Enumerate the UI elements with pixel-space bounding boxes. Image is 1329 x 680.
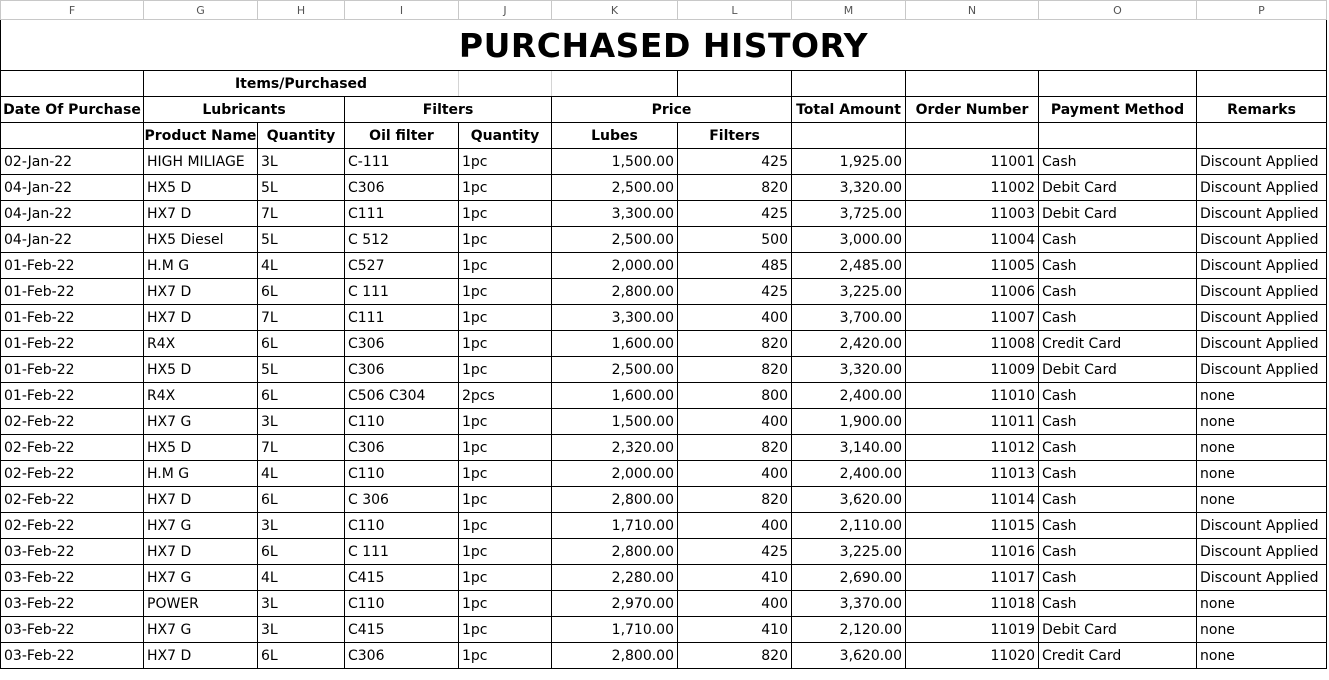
filters-price-cell[interactable]: 800 [678,383,792,409]
oil-filter-cell[interactable]: C 306 [345,487,459,513]
lubricants-header[interactable]: Lubricants [144,97,345,123]
lubricant-quantity-cell[interactable]: 5L [258,357,345,383]
remarks-cell[interactable]: Discount Applied [1197,513,1327,539]
filters-price-cell[interactable]: 820 [678,487,792,513]
filter-quantity-cell[interactable]: 2pcs [459,383,552,409]
table-row [1,591,1327,617]
oil-filter-cell[interactable]: C306 [345,435,459,461]
total-amount-cell[interactable]: 3,620.00 [792,487,906,513]
oil-filter-cell[interactable]: C 111 [345,279,459,305]
table-row [1,565,1327,591]
order-number-cell[interactable]: 11004 [906,227,1039,253]
payment-method-cell[interactable]: Cash [1039,253,1197,279]
payment-method-cell[interactable]: Debit Card [1039,201,1197,227]
date-cell[interactable]: 02-Feb-22 [1,487,144,513]
filter-quantity-cell[interactable]: 1pc [459,305,552,331]
order-number-cell[interactable]: 11003 [906,201,1039,227]
column-header[interactable]: I [345,1,459,20]
lubricant-quantity-cell[interactable]: 6L [258,487,345,513]
oil-filter-cell[interactable]: C527 [345,253,459,279]
filters-price-cell[interactable]: 400 [678,409,792,435]
filters-price-cell[interactable]: 820 [678,175,792,201]
column-header[interactable]: H [258,1,345,20]
filters-price-cell[interactable]: 400 [678,305,792,331]
date-cell[interactable]: 02-Feb-22 [1,513,144,539]
remarks-cell[interactable]: Discount Applied [1197,253,1327,279]
filter-quantity-cell[interactable]: 1pc [459,643,552,669]
order-number-cell[interactable]: 11017 [906,565,1039,591]
table-row [1,513,1327,539]
total-amount-header[interactable]: Total Amount [792,97,906,123]
cell[interactable] [459,71,552,97]
table-row [1,487,1327,513]
lubricant-quantity-cell[interactable]: 7L [258,201,345,227]
remarks-cell[interactable]: Discount Applied [1197,331,1327,357]
sub-header-row [1,123,1327,149]
total-amount-cell[interactable]: 3,225.00 [792,539,906,565]
order-number-cell[interactable]: 11018 [906,591,1039,617]
cell[interactable] [792,123,906,149]
product-name-cell[interactable]: HX7 D [144,539,258,565]
filters-price-cell[interactable]: 820 [678,331,792,357]
order-number-cell[interactable]: 11014 [906,487,1039,513]
payment-method-cell[interactable]: Debit Card [1039,175,1197,201]
oil-filter-cell[interactable]: C415 [345,565,459,591]
product-name-cell[interactable]: HX7 D [144,487,258,513]
header-row [1,97,1327,123]
price-header[interactable]: Price [552,97,792,123]
date-cell[interactable]: 03-Feb-22 [1,643,144,669]
filter-quantity-cell[interactable]: 1pc [459,279,552,305]
lubricant-quantity-cell[interactable]: 3L [258,409,345,435]
filter-quantity-cell[interactable]: 1pc [459,253,552,279]
filters-price-cell[interactable]: 425 [678,201,792,227]
filter-quantity-cell[interactable]: 1pc [459,565,552,591]
column-header[interactable]: P [1197,1,1327,20]
date-cell[interactable]: 04-Jan-22 [1,201,144,227]
lubricant-quantity-cell[interactable]: 7L [258,305,345,331]
product-name-cell[interactable]: HX7 D [144,201,258,227]
order-number-cell[interactable]: 11002 [906,175,1039,201]
table-row [1,409,1327,435]
lubes-price-cell[interactable]: 1,500.00 [552,409,678,435]
order-number-cell[interactable]: 11006 [906,279,1039,305]
total-amount-cell[interactable]: 3,225.00 [792,279,906,305]
remarks-cell[interactable]: none [1197,383,1327,409]
column-header[interactable]: O [1039,1,1197,20]
remarks-cell[interactable]: Discount Applied [1197,539,1327,565]
lubes-price-cell[interactable]: 1,710.00 [552,513,678,539]
date-cell[interactable]: 01-Feb-22 [1,383,144,409]
lubes-price-cell[interactable]: 1,600.00 [552,331,678,357]
total-amount-cell[interactable]: 3,700.00 [792,305,906,331]
cell[interactable] [1,123,144,149]
table-row [1,461,1327,487]
oil-filter-cell[interactable]: C111 [345,305,459,331]
cell[interactable] [906,123,1039,149]
filter-quantity-cell[interactable]: 1pc [459,409,552,435]
order-number-cell[interactable]: 11001 [906,149,1039,175]
cell[interactable] [1039,123,1197,149]
remarks-cell[interactable]: Discount Applied [1197,357,1327,383]
table-row [1,357,1327,383]
data-rows [1,149,1327,669]
payment-method-cell[interactable]: Cash [1039,279,1197,305]
lubes-price-cell[interactable]: 3,300.00 [552,201,678,227]
column-header[interactable]: F [1,1,144,20]
product-name-cell[interactable]: HIGH MILIAGE [144,149,258,175]
oil-filter-cell[interactable]: C 111 [345,539,459,565]
oil-filter-cell[interactable]: C306 [345,331,459,357]
lubricant-quantity-cell[interactable]: 4L [258,253,345,279]
payment-method-cell[interactable]: Cash [1039,305,1197,331]
payment-method-cell[interactable]: Cash [1039,409,1197,435]
lubes-price-cell[interactable]: 2,000.00 [552,253,678,279]
total-amount-cell[interactable]: 2,420.00 [792,331,906,357]
filters-price-cell[interactable]: 400 [678,513,792,539]
product-name-cell[interactable]: HX5 D [144,357,258,383]
filter-quantity-cell[interactable]: 1pc [459,331,552,357]
cell[interactable] [906,71,1039,97]
lubricant-quantity-cell[interactable]: 3L [258,513,345,539]
order-number-cell[interactable]: 11009 [906,357,1039,383]
remarks-cell[interactable]: Discount Applied [1197,227,1327,253]
oil-filter-cell[interactable]: C110 [345,461,459,487]
lubricant-quantity-cell[interactable]: 3L [258,617,345,643]
payment-method-cell[interactable]: Cash [1039,227,1197,253]
total-amount-cell[interactable]: 3,620.00 [792,643,906,669]
lubes-price-cell[interactable]: 2,000.00 [552,461,678,487]
total-amount-cell[interactable]: 2,400.00 [792,461,906,487]
remarks-cell[interactable]: none [1197,591,1327,617]
filter-quantity-cell[interactable]: 1pc [459,539,552,565]
payment-method-cell[interactable]: Credit Card [1039,331,1197,357]
remarks-cell[interactable]: none [1197,617,1327,643]
date-cell[interactable]: 04-Jan-22 [1,175,144,201]
cell[interactable] [1197,71,1327,97]
payment-method-cell[interactable]: Cash [1039,435,1197,461]
total-amount-cell[interactable]: 2,120.00 [792,617,906,643]
filter-quantity-cell[interactable]: 1pc [459,617,552,643]
total-amount-cell[interactable]: 2,485.00 [792,253,906,279]
column-header-row [1,1,1327,20]
lubricant-quantity-cell[interactable]: 6L [258,383,345,409]
filter-quantity-cell[interactable]: 1pc [459,149,552,175]
filters-price-cell[interactable]: 820 [678,643,792,669]
filters-price-cell[interactable]: 425 [678,539,792,565]
total-amount-cell[interactable]: 3,320.00 [792,357,906,383]
product-name-cell[interactable]: HX7 G [144,513,258,539]
payment-method-header[interactable]: Payment Method [1039,97,1197,123]
table-row [1,305,1327,331]
payment-method-cell[interactable]: Cash [1039,539,1197,565]
filters-price-header[interactable]: Filters [678,123,792,149]
payment-method-cell[interactable]: Cash [1039,461,1197,487]
date-cell[interactable]: 03-Feb-22 [1,617,144,643]
table-row [1,253,1327,279]
total-amount-cell[interactable]: 3,370.00 [792,591,906,617]
column-header[interactable]: G [144,1,258,20]
lubes-price-cell[interactable]: 2,500.00 [552,227,678,253]
remarks-cell[interactable]: none [1197,487,1327,513]
table-row [1,175,1327,201]
date-cell[interactable]: 02-Feb-22 [1,435,144,461]
payment-method-cell[interactable]: Cash [1039,487,1197,513]
product-name-cell[interactable]: H.M G [144,461,258,487]
lubes-price-cell[interactable]: 2,800.00 [552,487,678,513]
date-cell[interactable]: 03-Feb-22 [1,539,144,565]
column-header[interactable]: J [459,1,552,20]
filters-price-cell[interactable]: 400 [678,461,792,487]
table-row [1,149,1327,175]
payment-method-cell[interactable]: Credit Card [1039,643,1197,669]
product-name-cell[interactable]: HX7 G [144,565,258,591]
filters-price-cell[interactable]: 820 [678,357,792,383]
lubes-price-cell[interactable]: 3,300.00 [552,305,678,331]
filters-header[interactable]: Filters [345,97,552,123]
date-cell[interactable]: 03-Feb-22 [1,565,144,591]
order-number-cell[interactable]: 11020 [906,643,1039,669]
column-header[interactable]: K [552,1,678,20]
remarks-cell[interactable]: none [1197,435,1327,461]
lubricant-quantity-cell[interactable]: 3L [258,149,345,175]
date-cell[interactable]: 01-Feb-22 [1,357,144,383]
lubes-price-cell[interactable]: 1,600.00 [552,383,678,409]
product-name-cell[interactable]: HX7 D [144,305,258,331]
product-name-cell[interactable]: HX7 G [144,409,258,435]
total-amount-cell[interactable]: 1,925.00 [792,149,906,175]
total-amount-cell[interactable]: 3,000.00 [792,227,906,253]
lubes-price-cell[interactable]: 1,710.00 [552,617,678,643]
product-name-cell[interactable]: HX5 D [144,435,258,461]
lubricant-quantity-cell[interactable]: 5L [258,175,345,201]
order-number-cell[interactable]: 11008 [906,331,1039,357]
remarks-cell[interactable]: Discount Applied [1197,201,1327,227]
oil-filter-cell[interactable]: C110 [345,513,459,539]
lubricant-quantity-cell[interactable]: 7L [258,435,345,461]
filter-quantity-header[interactable]: Quantity [459,123,552,149]
remarks-cell[interactable]: Discount Applied [1197,279,1327,305]
remarks-cell[interactable]: Discount Applied [1197,149,1327,175]
lubes-price-cell[interactable]: 2,800.00 [552,279,678,305]
table-row [1,617,1327,643]
date-cell[interactable]: 03-Feb-22 [1,591,144,617]
filter-quantity-cell[interactable]: 1pc [459,357,552,383]
order-number-cell[interactable]: 11016 [906,539,1039,565]
filters-price-cell[interactable]: 425 [678,279,792,305]
remarks-cell[interactable]: none [1197,409,1327,435]
table-row [1,201,1327,227]
lubes-price-cell[interactable]: 2,970.00 [552,591,678,617]
table-row [1,539,1327,565]
product-name-cell[interactable]: HX7 D [144,279,258,305]
filters-price-cell[interactable]: 485 [678,253,792,279]
filters-price-cell[interactable]: 410 [678,617,792,643]
payment-method-cell[interactable]: Cash [1039,383,1197,409]
payment-method-cell[interactable]: Cash [1039,565,1197,591]
table-row [1,643,1327,669]
filters-price-cell[interactable]: 425 [678,149,792,175]
table-row [1,227,1327,253]
oil-filter-cell[interactable]: C-111 [345,149,459,175]
lubes-price-cell[interactable]: 2,320.00 [552,435,678,461]
filter-quantity-cell[interactable]: 1pc [459,435,552,461]
oil-filter-cell[interactable]: C306 [345,357,459,383]
remarks-header[interactable]: Remarks [1197,97,1327,123]
oil-filter-cell[interactable]: C306 [345,643,459,669]
lubricant-quantity-cell[interactable]: 6L [258,331,345,357]
product-name-cell[interactable]: HX5 D [144,175,258,201]
filters-price-cell[interactable]: 400 [678,591,792,617]
payment-method-cell[interactable]: Debit Card [1039,617,1197,643]
remarks-cell[interactable]: Discount Applied [1197,565,1327,591]
payment-method-cell[interactable]: Debit Card [1039,357,1197,383]
order-number-cell[interactable]: 11012 [906,435,1039,461]
order-number-cell[interactable]: 11007 [906,305,1039,331]
cell[interactable] [678,71,792,97]
page-title[interactable]: PURCHASED HISTORY [1,20,1327,71]
total-amount-cell[interactable]: 2,690.00 [792,565,906,591]
cell[interactable] [792,71,906,97]
order-number-cell[interactable]: 11010 [906,383,1039,409]
date-cell[interactable]: 02-Jan-22 [1,149,144,175]
product-name-cell[interactable]: POWER [144,591,258,617]
oil-filter-cell[interactable]: C110 [345,591,459,617]
remarks-cell[interactable]: Discount Applied [1197,175,1327,201]
date-cell[interactable]: 01-Feb-22 [1,331,144,357]
column-header[interactable]: L [678,1,792,20]
product-name-header[interactable]: Product Name [144,123,258,149]
filter-quantity-cell[interactable]: 1pc [459,461,552,487]
cell[interactable] [1,71,144,97]
oil-filter-cell[interactable]: C111 [345,201,459,227]
order-number-cell[interactable]: 11011 [906,409,1039,435]
order-number-header[interactable]: Order Number [906,97,1039,123]
group-header-row [1,71,1327,97]
lubes-price-cell[interactable]: 2,800.00 [552,539,678,565]
column-header[interactable]: N [906,1,1039,20]
total-amount-cell[interactable]: 3,140.00 [792,435,906,461]
order-number-cell[interactable]: 11015 [906,513,1039,539]
lubes-price-cell[interactable]: 2,800.00 [552,643,678,669]
order-number-cell[interactable]: 11019 [906,617,1039,643]
remarks-cell[interactable]: none [1197,643,1327,669]
date-cell[interactable]: 01-Feb-22 [1,305,144,331]
filter-quantity-cell[interactable]: 1pc [459,175,552,201]
title-row [1,20,1327,71]
product-name-cell[interactable]: H.M G [144,253,258,279]
date-cell[interactable]: 01-Feb-22 [1,279,144,305]
oil-filter-cell[interactable]: C110 [345,409,459,435]
filter-quantity-cell[interactable]: 1pc [459,227,552,253]
lubricant-quantity-cell[interactable]: 4L [258,565,345,591]
cell[interactable] [1039,71,1197,97]
date-cell[interactable]: 01-Feb-22 [1,253,144,279]
oil-filter-cell[interactable]: C415 [345,617,459,643]
table-row [1,331,1327,357]
product-name-cell[interactable]: R4X [144,331,258,357]
lubes-price-header[interactable]: Lubes [552,123,678,149]
payment-method-cell[interactable]: Cash [1039,591,1197,617]
filters-price-cell[interactable]: 410 [678,565,792,591]
date-of-purchase-header[interactable]: Date Of Purchase [1,97,144,123]
oil-filter-cell[interactable]: C306 [345,175,459,201]
product-name-cell[interactable]: HX7 G [144,617,258,643]
oil-filter-cell[interactable]: C506 C304 [345,383,459,409]
date-cell[interactable]: 04-Jan-22 [1,227,144,253]
date-cell[interactable]: 02-Feb-22 [1,409,144,435]
product-name-cell[interactable]: R4X [144,383,258,409]
lubes-price-cell[interactable]: 2,500.00 [552,357,678,383]
total-amount-cell[interactable]: 2,400.00 [792,383,906,409]
filter-quantity-cell[interactable]: 1pc [459,513,552,539]
remarks-cell[interactable]: none [1197,461,1327,487]
total-amount-cell[interactable]: 3,320.00 [792,175,906,201]
lubes-price-cell[interactable]: 2,500.00 [552,175,678,201]
lubes-price-cell[interactable]: 2,280.00 [552,565,678,591]
lubricant-quantity-cell[interactable]: 6L [258,279,345,305]
lubricant-quantity-cell[interactable]: 6L [258,643,345,669]
lubricant-quantity-cell[interactable]: 5L [258,227,345,253]
table-row [1,435,1327,461]
items-purchased-header[interactable]: Items/Purchased [144,71,459,97]
product-name-cell[interactable]: HX7 D [144,643,258,669]
lubricant-quantity-cell[interactable]: 6L [258,539,345,565]
cell[interactable] [1197,123,1327,149]
product-name-cell[interactable]: HX5 Diesel [144,227,258,253]
order-number-cell[interactable]: 11013 [906,461,1039,487]
payment-method-cell[interactable]: Cash [1039,149,1197,175]
oil-filter-header[interactable]: Oil filter [345,123,459,149]
remarks-cell[interactable]: Discount Applied [1197,305,1327,331]
order-number-cell[interactable]: 11005 [906,253,1039,279]
filter-quantity-cell[interactable]: 1pc [459,487,552,513]
date-cell[interactable]: 02-Feb-22 [1,461,144,487]
table-row [1,383,1327,409]
filters-price-cell[interactable]: 500 [678,227,792,253]
oil-filter-cell[interactable]: C 512 [345,227,459,253]
lubricant-quantity-cell[interactable]: 3L [258,591,345,617]
filters-price-cell[interactable]: 820 [678,435,792,461]
lubricant-quantity-cell[interactable]: 4L [258,461,345,487]
table-row [1,279,1327,305]
filter-quantity-cell[interactable]: 1pc [459,591,552,617]
lubes-price-cell[interactable]: 1,500.00 [552,149,678,175]
total-amount-cell[interactable]: 3,725.00 [792,201,906,227]
total-amount-cell[interactable]: 2,110.00 [792,513,906,539]
lubricant-quantity-header[interactable]: Quantity [258,123,345,149]
cell[interactable] [552,71,678,97]
payment-method-cell[interactable]: Cash [1039,513,1197,539]
total-amount-cell[interactable]: 1,900.00 [792,409,906,435]
column-header[interactable]: M [792,1,906,20]
filter-quantity-cell[interactable]: 1pc [459,201,552,227]
